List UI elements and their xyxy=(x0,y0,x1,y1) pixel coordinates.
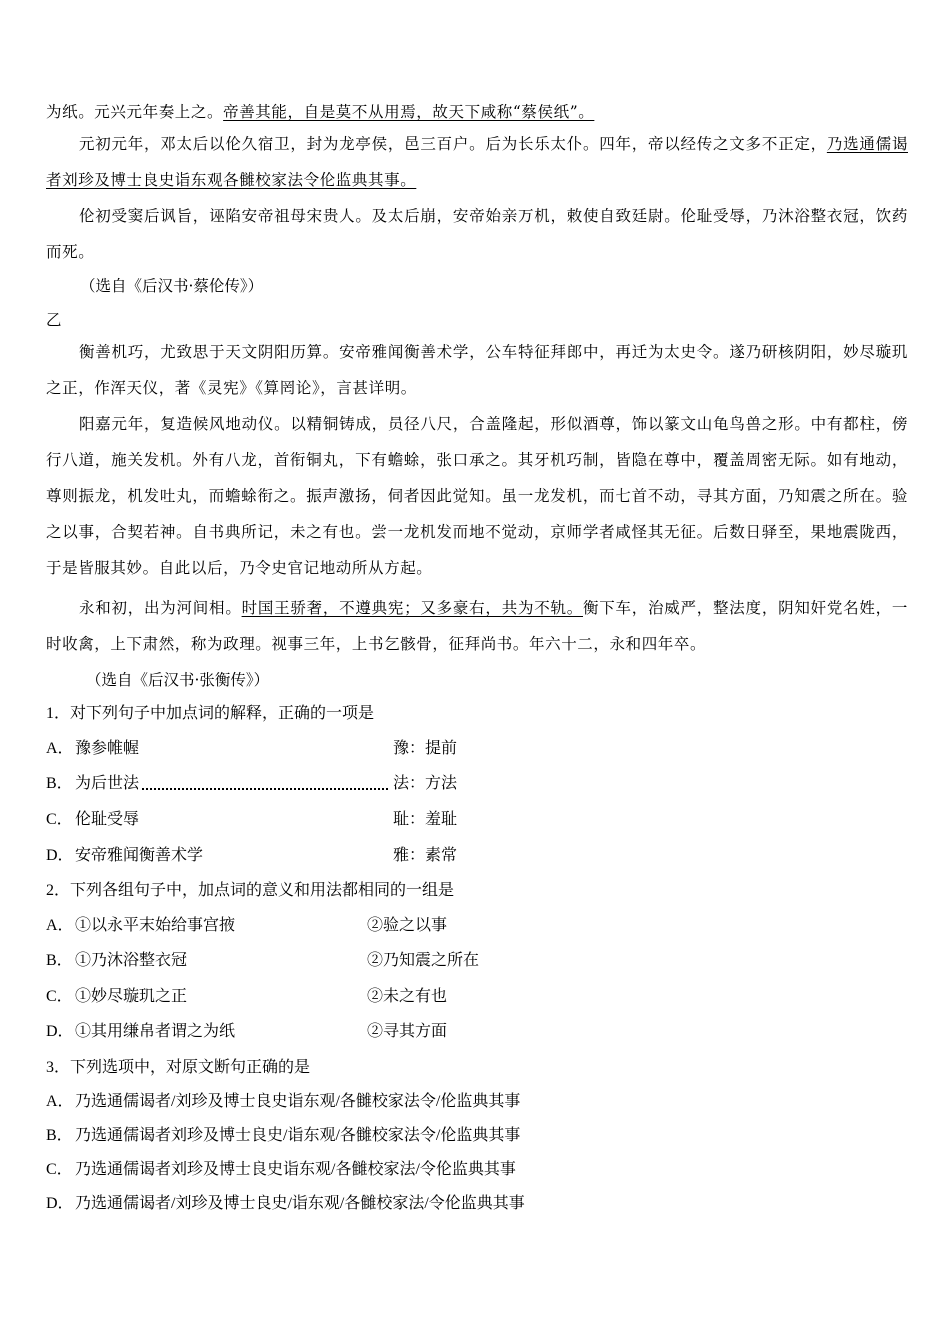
q1-option-c-label[interactable]: C． xyxy=(46,811,73,828)
text-plain: 为纸。元兴元年奏上之。 xyxy=(46,103,224,121)
q3-option-a-label[interactable]: A． xyxy=(46,1093,74,1110)
passage-jia-source: （选自《后汉书·蔡伦传》） xyxy=(80,277,264,295)
question-3-stem: 3．下列选项中，对原文断句正确的是 xyxy=(46,1059,311,1076)
q1-option-c-text: 伦耻受辱 xyxy=(75,811,140,828)
q1-option-b-text: 为后世法 xyxy=(75,775,140,792)
question-1-stem: 1．对下列句子中加点词的解释，正确的一项是 xyxy=(46,705,375,722)
q2-option-c-sentence-1: ①妙尽璇玑之正 xyxy=(75,988,188,1005)
q3-option-b-text: 乃选通儒谒者刘珍及博士良史/诣东观/各雠校家法令/伦监典其事 xyxy=(75,1127,521,1144)
q1-option-d-gloss: 雅：素常 xyxy=(393,847,458,864)
q3-option-b-label[interactable]: B． xyxy=(46,1127,73,1144)
q3-option-d-text: 乃选通儒谒者/刘珍及博士良史/诣东观/各雠校家法/令伦监典其事 xyxy=(75,1195,525,1212)
q2-option-a-label[interactable]: A． xyxy=(46,917,74,934)
q2-option-b-sentence-1: ①乃沐浴整衣冠 xyxy=(75,952,188,969)
passage-yi-paragraph-2: 阳嘉元年，复造候风地动仪。以精铜铸成，员径八尺，合盖隆起，形似酒尊，饰以篆文山龟鸟兽之形。中有都柱，傍行八道，施关发机。外有八龙，首衔铜丸，下有蟾蜍，张口承之。其牙机巧制，皆隐在尊中，覆盖周密无际。如有地动，尊则振龙，机发吐丸，而蟾蜍衔之。振声激扬，伺者因此觉知。虽一龙发机，而七首不动，寻其方面，乃知震之所在。验之以事，合契若神。自书典所记，未之有也。尝一龙机发而地不觉动，京师学者咸怪其无征。后数日驿至，果地震陇西，于是皆服其妙。自此以后，乃令史官记地动所从方起。 xyxy=(46,415,908,577)
text-underlined: 帝善其能，自是莫不从用焉，故天下咸称“蔡侯纸”。 xyxy=(223,103,595,121)
q2-option-a-sentence-1: ①以永平末始给事宫掖 xyxy=(75,917,236,934)
q1-option-a-text: 豫参帷幄 xyxy=(75,740,140,757)
q1-option-b-gloss: 法：方法 xyxy=(393,775,458,792)
q2-option-b-sentence-2: ②乃知震之所在 xyxy=(367,952,480,969)
passage-yi-paragraph-3 xyxy=(46,590,908,662)
q2-option-d-sentence-2: ②寻其方面 xyxy=(367,1023,448,1040)
passage-yi-source: （选自《后汉书·张衡传》） xyxy=(86,671,270,689)
passage-jia-paragraph-0 xyxy=(46,94,908,130)
q2-option-d-sentence-1: ①其用缣帛者谓之为纸 xyxy=(75,1023,236,1040)
q1-option-a-label[interactable]: A． xyxy=(46,740,74,757)
text-plain: 永和初，出为河间相。 xyxy=(79,599,242,617)
text-plain: 元初元年，邓太后以伦久宿卫，封为龙亭侯，邑三百户。后为长乐太仆。四年，帝以经传之文多不正定， xyxy=(79,135,827,153)
dotted-leader xyxy=(142,788,388,790)
text-plain: 衡下车，治威严，整法度，阴知奸党名姓，一时收禽，上下肃然，称为政理。视事三年，上书乞骸骨，征拜尚书。年六十二，永和四年卒。 xyxy=(46,599,908,653)
q1-option-d-label[interactable]: D． xyxy=(46,847,74,864)
q2-option-c-label[interactable]: C． xyxy=(46,988,73,1005)
q3-option-d-label[interactable]: D． xyxy=(46,1195,74,1212)
q3-option-c-text: 乃选通儒谒者刘珍及博士良史诣东观/各雠校家法/令伦监典其事 xyxy=(75,1161,516,1178)
q3-option-a-text: 乃选通儒谒者/刘珍及博士良史诣东观/各雠校家法令/伦监典其事 xyxy=(75,1093,521,1110)
passage-jia-paragraph-1 xyxy=(46,126,908,198)
q3-option-c-label[interactable]: C． xyxy=(46,1161,73,1178)
question-2-stem: 2．下列各组句子中，加点词的意义和用法都相同的一组是 xyxy=(46,882,455,899)
q2-option-c-sentence-2: ②未之有也 xyxy=(367,988,448,1005)
passage-yi-label: 乙 xyxy=(46,311,62,329)
q2-option-d-label[interactable]: D． xyxy=(46,1023,74,1040)
passage-jia-paragraph-2: 伦初受窦后讽旨，诬陷安帝祖母宋贵人。及太后崩，安帝始亲万机，敕使自致廷尉。伦耻受辱，乃沐浴整衣冠，饮药而死。 xyxy=(46,207,908,261)
q1-option-d-text: 安帝雅闻衡善术学 xyxy=(75,847,204,864)
text-underlined: 乃选通儒谒者刘珍及博士良史诣东观各雠校家法令伦监典其事。 xyxy=(46,135,908,189)
passage-yi-paragraph-1: 衡善机巧，尤致思于天文阴阳历算。安帝雅闻衡善术学，公车特征拜郎中，再迁为太史令。遂乃研核阴阳，妙尽璇玑之正，作浑天仪，著《灵宪》《算罔论》，言甚详明。 xyxy=(46,343,908,397)
q2-option-a-sentence-2: ②验之以事 xyxy=(367,917,448,934)
q2-option-b-label[interactable]: B． xyxy=(46,952,73,969)
text-underlined: 时国王骄奢，不遵典宪；又多豪右，共为不轨。 xyxy=(241,599,583,617)
q1-option-c-gloss: 耻：羞耻 xyxy=(393,811,458,828)
q1-option-b-label[interactable]: B． xyxy=(46,775,73,792)
q1-option-a-gloss: 豫：提前 xyxy=(393,740,458,757)
